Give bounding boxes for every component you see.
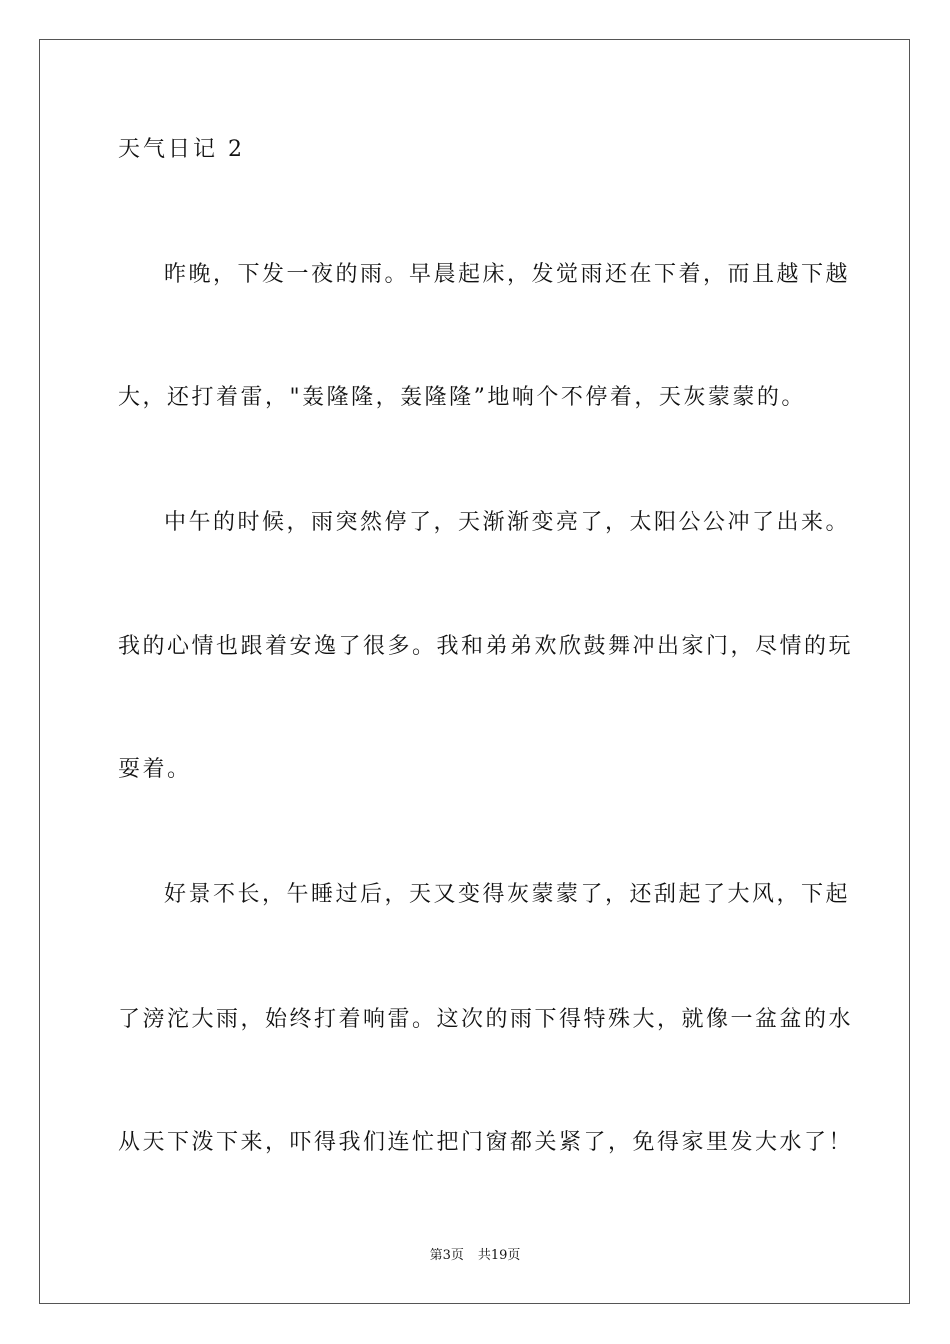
paragraph-3-line-3: 从天下泼下来，吓得我们连忙把门窗都关紧了，免得家里发大水了！: [118, 1130, 854, 1155]
paragraph-3-line-2: 了滂沱大雨，始终打着响雷。这次的雨下得特殊大，就像一盆盆的水: [118, 1007, 854, 1032]
document-title: 天气日记 2: [118, 137, 245, 162]
page-border: [39, 39, 910, 1304]
total-pages: 共19页: [477, 1248, 521, 1263]
page-number: 第3页: [429, 1248, 464, 1263]
paragraph-2-line-1: 中午的时候，雨突然停了，天渐渐变亮了，太阳公公冲了出来。: [164, 510, 851, 535]
paragraph-3-line-1: 好景不长，午睡过后，天又变得灰蒙蒙了，还刮起了大风，下起: [164, 882, 851, 907]
paragraph-1-line-2: 大，还打着雷，"轰隆隆，轰隆隆”地响个不停着，天灰蒙蒙的。: [118, 385, 806, 410]
paragraph-1-line-1: 昨晚，下发一夜的雨。早晨起床，发觉雨还在下着，而且越下越: [164, 262, 851, 287]
paragraph-2-line-3: 耍着。: [118, 757, 192, 782]
paragraph-2-line-2: 我的心情也跟着安逸了很多。我和弟弟欢欣鼓舞冲出家门，尽情的玩: [118, 634, 854, 659]
page-footer: [0, 1246, 950, 1266]
